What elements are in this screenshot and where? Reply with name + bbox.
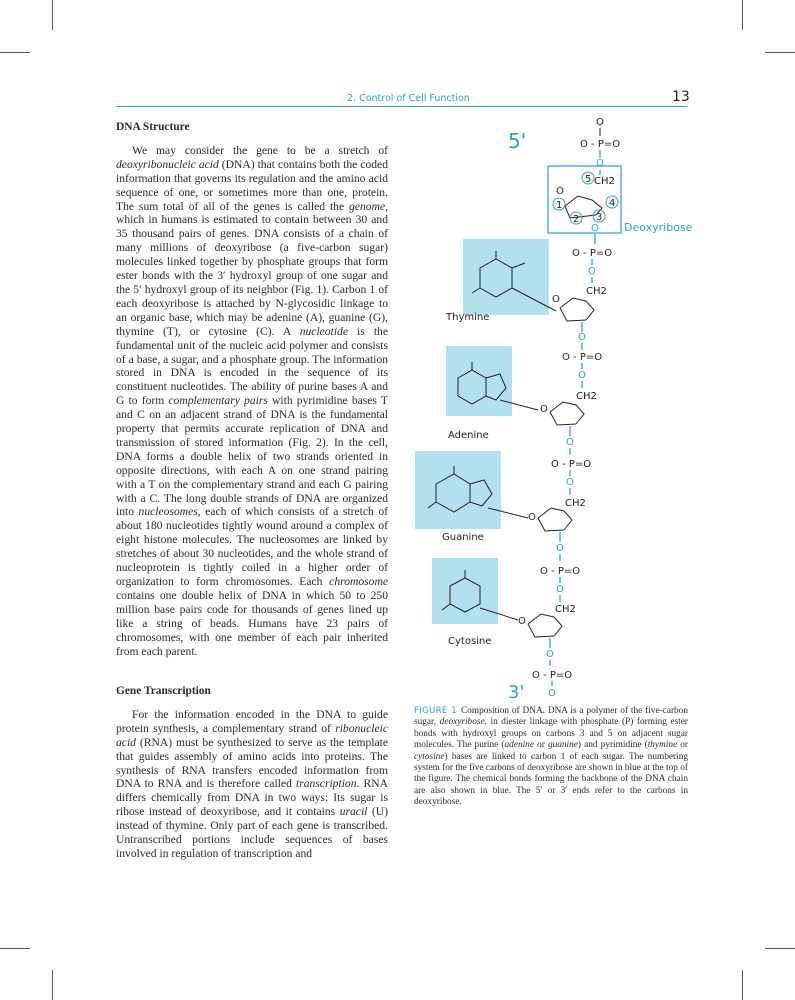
phosphate-group: O - P=O <box>580 139 621 150</box>
crop-mark <box>742 970 743 1000</box>
ch2-label: CH2 <box>565 498 586 509</box>
oxygen-label: O <box>556 543 564 554</box>
ch2-label: CH2 <box>555 604 576 615</box>
cytosine-box <box>432 558 498 624</box>
oxygen-label: O <box>591 223 599 234</box>
carbon-number: 3 <box>596 212 603 223</box>
phosphate-group: O - P=O <box>532 670 573 681</box>
carbon-number: 2 <box>573 214 580 225</box>
ring-oxygen: O <box>528 512 536 523</box>
oxygen-label: O <box>596 117 604 128</box>
page-number: 13 <box>672 89 690 105</box>
crop-mark <box>52 0 53 30</box>
oxygen-label: O <box>556 584 564 595</box>
backbone-unit <box>540 322 602 425</box>
sugar-ring <box>565 206 596 218</box>
crop-mark <box>765 52 795 53</box>
ch2-label: CH2 <box>586 286 607 297</box>
ring-oxygen: O <box>518 616 526 627</box>
ch2-label: CH2 <box>594 176 615 187</box>
three-prime-label: 3' <box>508 682 525 700</box>
section-gene-transcription <box>116 685 388 861</box>
sugar-ring <box>528 624 554 637</box>
section-heading: DNA Structure <box>116 121 190 133</box>
crop-mark <box>52 970 53 1000</box>
body-paragraph: We may consider the gene to be a stretch of deoxyribonucleic acid (DNA) that contains both the coded information that governs its regulation and the amino acid sequence of one, or sometimes more than one, protein. The sum total of all of the genes is called the genome, which in humans is estimated to contain between 30 and 35 thousand pairs of genes. DNA consists of a chain of many millions of deoxyribose (a five-carbon sugar) molecules linked together by phosphate groups that form ester bonds with the 3′ hydroxyl group of one sugar and the 5′ hydroxyl group of its neighbor (Fig. 1). Carbon 1 of each deoxyribose is attached by N-glycosidic linkage to an organic base, which may be adenine (A), guanine (G), thymine (T), or cytosine (C). A nucleotide is the fundamental unit of the nucleic acid polymer and consists of a base, a sugar, and a phosphate group. The information stored in DNA is encoded in the sequence of its constituent nucleotides. The ability of purine bases A and G to form complementary pairs with pyrimidine bases T and C on an adjacent strand of DNA is the fundamental property that permits accurate replication of DNA and transmission of stored information (Fig. 2). In the cell, DNA forms a double helix of two strands oriented in opposite directions, with each A on one strand pairing with a T on the complementary strand and each G pairing with a C. The long double strands of DNA are organized into nucleosomes, each of which consists of a stretch of about 180 nucleotides tightly wound around a complex of eight histone molecules. The nucleosomes are linked by stretches of about 30 nucleotides, and the whole strand of nucleoprotein is tightly coiled in a higher order of organization to form chromosomes. Each chromosome contains one double helix of DNA in which 50 to 250 million base pairs code for thousands of genes lined up like a string of beads. Humans have 23 pairs of chromosomes, with one member of each pair inherited from each parent. <box>116 143 388 658</box>
crop-mark <box>0 948 30 949</box>
sugar-ring <box>560 308 586 321</box>
oxygen-label: O <box>588 266 596 277</box>
running-head: 2. Control of Cell Function <box>347 93 470 104</box>
carbon-number: 5 <box>585 174 592 185</box>
backbone-unit <box>552 223 612 321</box>
ring-oxygen: O <box>540 404 548 415</box>
figure-label: FIGURE 1 <box>414 706 457 716</box>
oxygen-label: O <box>546 649 554 660</box>
crop-mark <box>765 948 795 949</box>
sugar-ring <box>550 412 576 425</box>
ring-oxygen: O <box>552 294 560 305</box>
oxygen-label: O <box>566 477 574 488</box>
phosphate-group: O - P=O <box>540 566 581 577</box>
ring-oxygen: O <box>556 186 564 197</box>
section-dna-structure <box>116 121 388 658</box>
figure-caption: FIGURE 1 Composition of DNA. DNA is a polymer of the five-carbon sugar, deoxyribose, in diester linkage with phosphate (P) forming ester bonds with hydroxyl groups on carbons 3 and 5 on adjacent sugar molecules. The purine (adenine or guanine) and pyrimidine (thymine or cytosine) bases are linked to carbon 1 of each sugar. The numbering system for the five carbons of deoxyribose are shown in blue at the top of the figure. The chemical bonds forming the backbone of the DNA chain are also shown in blue. The 5′ or 3′ ends refer to the carbons in deoxyribose. <box>414 706 688 808</box>
header-rule <box>116 106 687 107</box>
oxygen-label: O <box>578 370 586 381</box>
oxygen-label: O <box>596 158 604 169</box>
carbon-number: 1 <box>556 200 563 211</box>
body-paragraph: For the information encoded in the DNA to guide protein synthesis, a complementary strand of ribonucleic acid (RNA) must be synthesized to serve as the template that guides assembly of amino acids into proteins. The synthesis of RNA transfers encoded information from DNA to RNA and is therefore called transcription. RNA differs chemically from DNA in two ways: Its sugar is ribose instead of deoxyribose, and it contains uracil (U) instead of thymine. Only part of each gene is transcribed. Untranscribed portions include sequences of bases involved in regulation of transcription and <box>116 707 388 860</box>
adenine-box <box>446 346 512 416</box>
guanine-label: Guanine <box>442 532 484 543</box>
backbone-unit <box>518 532 580 637</box>
adenine-label: Adenine <box>448 430 489 441</box>
phosphate-group: O - P=O <box>551 459 592 470</box>
dna-composition-figure <box>410 108 700 700</box>
crop-mark <box>742 0 743 30</box>
phosphate-group: O - P=O <box>562 352 603 363</box>
oxygen-label: O <box>548 688 556 699</box>
section-heading: Gene Transcription <box>116 685 211 697</box>
backbone-unit <box>528 426 591 531</box>
phosphate-group: O - P=O <box>572 248 613 259</box>
thymine-box <box>463 239 549 315</box>
oxygen-label: O <box>566 437 574 448</box>
carbon-number: 4 <box>609 198 616 209</box>
deoxyribose-label: Deoxyribose <box>624 221 693 234</box>
five-prime-label: 5' <box>508 129 527 153</box>
backbone-unit <box>532 638 572 699</box>
crop-mark <box>0 52 30 53</box>
ch2-label: CH2 <box>576 391 597 402</box>
cytosine-label: Cytosine <box>448 636 492 647</box>
sugar-ring <box>538 518 564 531</box>
thymine-label: Thymine <box>446 312 490 323</box>
oxygen-label: O <box>578 332 586 343</box>
guanine-box <box>415 451 501 529</box>
